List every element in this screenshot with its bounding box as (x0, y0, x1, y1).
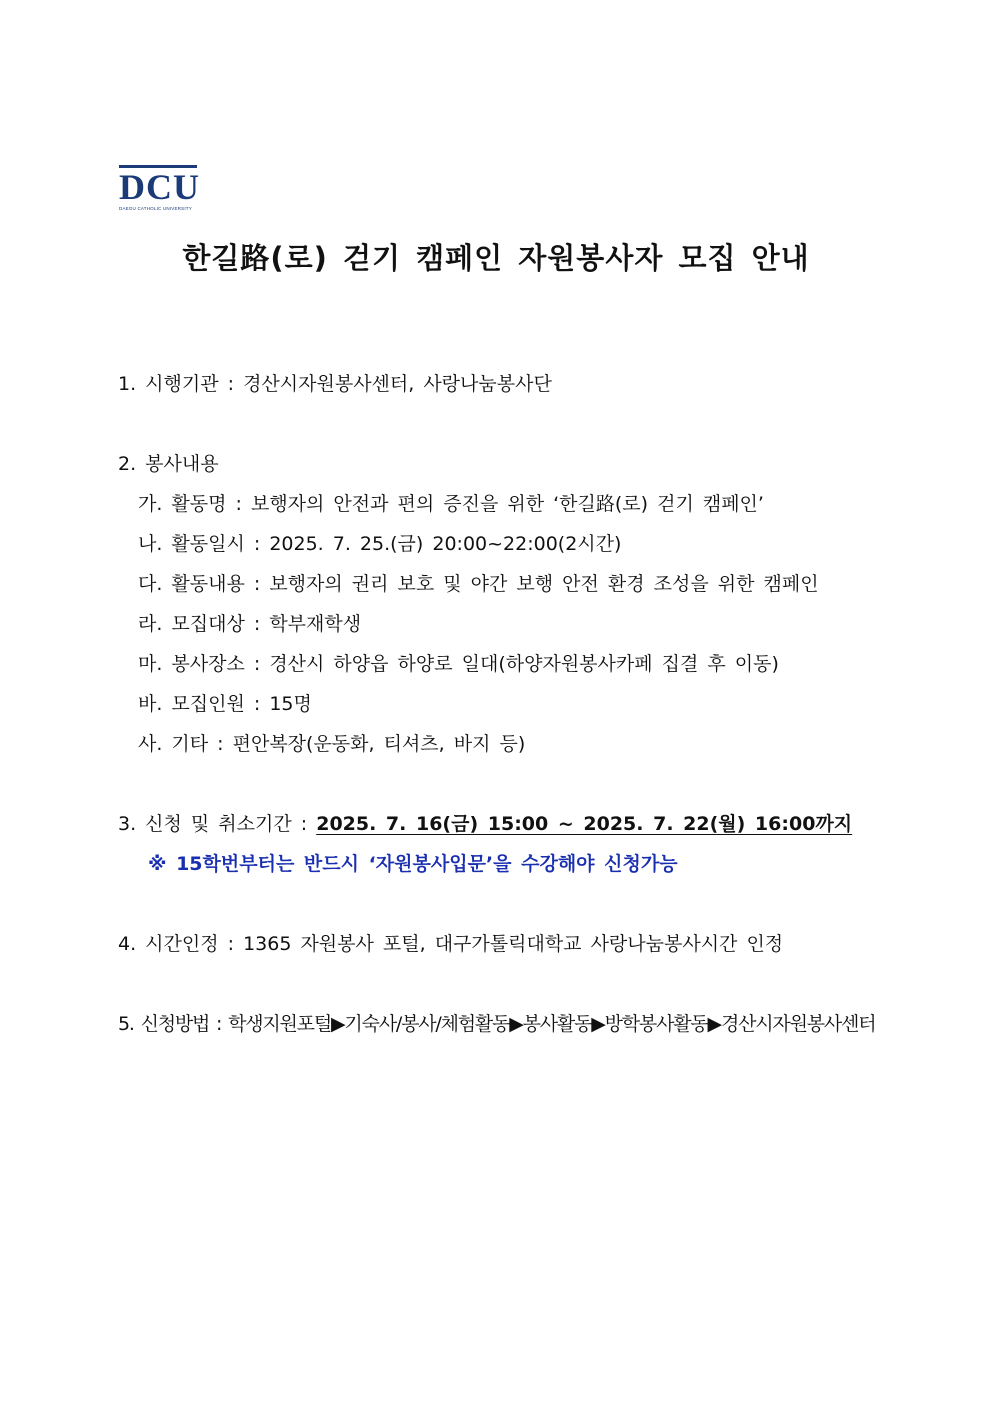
activity-content: 다. 활동내용 : 보행자의 권리 보호 및 야간 보행 안전 환경 조성을 위한 캠페인 (138, 573, 819, 595)
recruit-target: 라. 모집대상 : 학부재학생 (138, 613, 362, 635)
activity-datetime: 나. 활동일시 : 2025. 7. 25.(금) 20:00~22:00(2시간) (138, 533, 622, 555)
page-title: 한길路(로) 걷기 캠페인 자원봉사자 모집 안내 (182, 241, 810, 275)
logo-mark: DCU (119, 167, 200, 207)
volunteer-location: 마. 봉사장소 : 경산시 하양읍 하양로 일대(하양자원봉사카페 집결 후 이동) (138, 653, 779, 675)
recruit-count: 바. 모집인원 : 15명 (138, 693, 312, 715)
other-notes: 사. 기타 : 편안복장(운동화, 티셔츠, 바지 등) (138, 733, 526, 755)
section-4-hours: 4. 시간인정 : 1365 자원봉사 포털, 대구가톨릭대학교 사랑나눔봉사시간 인정 (118, 933, 784, 955)
activity-name: 가. 활동명 : 보행자의 안전과 편의 증진을 위한 ‘한길路(로) 걷기 캠페인’ (138, 493, 764, 515)
dcu-logo (119, 165, 199, 211)
period-label: 3. 신청 및 취소기간 : (118, 813, 317, 835)
section-2-heading: 2. 봉사내용 (118, 453, 219, 475)
section-5-method: 5. 신청방법 : 학생지원포털▶기숙사/봉사/체험활동▶봉사활동▶방학봉사활동▶경산시자원봉사센터 (118, 1013, 876, 1035)
logo-subtitle: DAEGU CATHOLIC UNIVERSITY (119, 206, 192, 211)
section-3-period (118, 812, 852, 836)
section-1-organizer: 1. 시행기관 : 경산시자원봉사센터, 사랑나눔봉사단 (118, 373, 552, 395)
course-requirement-note: ※ 15학번부터는 반드시 ‘자원봉사입문’을 수강해야 신청가능 (148, 853, 678, 875)
period-deadline: 2025. 7. 16(금) 15:00 ~ 2025. 7. 22(월) 16:00까지 (316, 813, 853, 835)
